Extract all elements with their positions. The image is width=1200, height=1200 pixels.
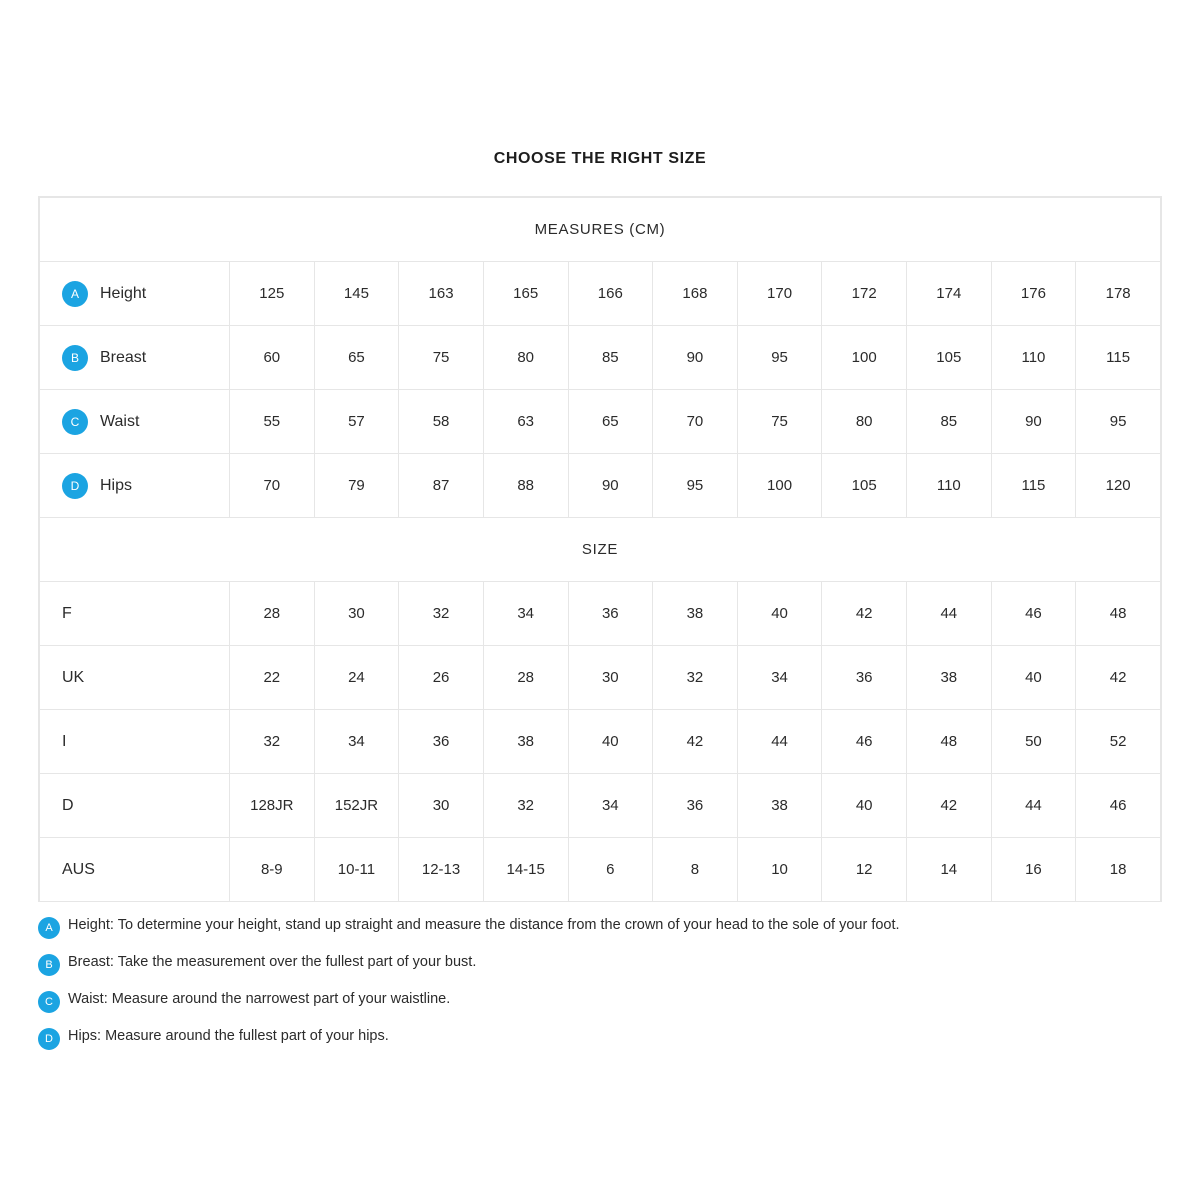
cell: 176 (991, 262, 1076, 326)
cell: 87 (399, 454, 484, 518)
table-row (40, 646, 1161, 710)
cell: 110 (907, 454, 992, 518)
measures-header-cell: MEASURES (CM) (40, 198, 1161, 262)
cell: 65 (314, 326, 399, 390)
cell: 14-15 (483, 838, 568, 902)
cell: 40 (568, 710, 653, 774)
note-hips (38, 1027, 1162, 1050)
cell: 178 (1076, 262, 1161, 326)
cell: 100 (822, 326, 907, 390)
cell: 145 (314, 262, 399, 326)
cell: 172 (822, 262, 907, 326)
row-label-f (40, 582, 230, 646)
cell: 95 (737, 326, 822, 390)
row-label-text: F (62, 604, 72, 622)
cell: 32 (653, 646, 738, 710)
cell: 120 (1076, 454, 1161, 518)
cell: 115 (1076, 326, 1161, 390)
cell: 12-13 (399, 838, 484, 902)
cell: 36 (568, 582, 653, 646)
row-label-uk (40, 646, 230, 710)
cell: 44 (991, 774, 1076, 838)
cell: 42 (907, 774, 992, 838)
cell: 34 (568, 774, 653, 838)
cell: 70 (653, 390, 738, 454)
cell: 10 (737, 838, 822, 902)
cell: 115 (991, 454, 1076, 518)
table-row (40, 710, 1161, 774)
size-chart-table (39, 197, 1161, 902)
table-row (40, 454, 1161, 518)
row-label-height (40, 262, 230, 326)
table-body (40, 198, 1161, 902)
badge-d-icon: D (38, 1028, 60, 1050)
badge-d-icon: D (62, 473, 88, 499)
cell: 8-9 (230, 838, 315, 902)
cell: 75 (737, 390, 822, 454)
row-label-text: AUS (62, 860, 95, 878)
cell: 32 (483, 774, 568, 838)
cell: 42 (1076, 646, 1161, 710)
cell: 105 (907, 326, 992, 390)
cell: 80 (822, 390, 907, 454)
cell: 38 (737, 774, 822, 838)
cell: 38 (483, 710, 568, 774)
cell: 90 (653, 326, 738, 390)
cell: 10-11 (314, 838, 399, 902)
cell: 57 (314, 390, 399, 454)
cell: 168 (653, 262, 738, 326)
cell: 75 (399, 326, 484, 390)
row-label-breast (40, 326, 230, 390)
cell: 90 (568, 454, 653, 518)
cell: 34 (737, 646, 822, 710)
note-breast (38, 953, 1162, 976)
cell: 42 (822, 582, 907, 646)
cell: 30 (568, 646, 653, 710)
cell: 14 (907, 838, 992, 902)
table-row (40, 838, 1161, 902)
table-row (40, 774, 1161, 838)
row-label-text: Breast (100, 348, 147, 366)
row-label-aus (40, 838, 230, 902)
cell: 58 (399, 390, 484, 454)
table-row (40, 390, 1161, 454)
cell: 46 (991, 582, 1076, 646)
page-title: CHOOSE THE RIGHT SIZE (493, 150, 707, 167)
cell: 46 (822, 710, 907, 774)
size-chart-container (38, 196, 1162, 902)
cell: 63 (483, 390, 568, 454)
cell: 28 (483, 646, 568, 710)
cell: 42 (653, 710, 738, 774)
cell: 26 (399, 646, 484, 710)
cell: 105 (822, 454, 907, 518)
badge-a-icon: A (62, 281, 88, 307)
cell: 6 (568, 838, 653, 902)
cell: 70 (230, 454, 315, 518)
cell: 28 (230, 582, 315, 646)
cell: 163 (399, 262, 484, 326)
cell: 85 (907, 390, 992, 454)
row-label-text: Waist (100, 412, 140, 430)
cell: 22 (230, 646, 315, 710)
row-label-waist (40, 390, 230, 454)
row-label-d (40, 774, 230, 838)
note-text: Hips: Measure around the fullest part of your hips. (68, 1028, 389, 1044)
cell: 18 (1076, 838, 1161, 902)
cell: 165 (483, 262, 568, 326)
badge-c-icon: C (38, 991, 60, 1013)
badge-a-icon: A (38, 917, 60, 939)
cell: 32 (230, 710, 315, 774)
cell: 38 (653, 582, 738, 646)
badge-b-icon: B (38, 954, 60, 976)
cell: 79 (314, 454, 399, 518)
cell: 36 (399, 710, 484, 774)
cell: 16 (991, 838, 1076, 902)
cell: 46 (1076, 774, 1161, 838)
cell: 125 (230, 262, 315, 326)
cell: 12 (822, 838, 907, 902)
row-label-hips (40, 454, 230, 518)
size-section-header (40, 518, 1161, 582)
cell: 166 (568, 262, 653, 326)
cell: 95 (1076, 390, 1161, 454)
row-label-text: I (62, 732, 67, 750)
cell: 40 (991, 646, 1076, 710)
cell: 50 (991, 710, 1076, 774)
cell: 34 (314, 710, 399, 774)
size-header-cell: SIZE (40, 518, 1161, 582)
measures-section-header (40, 198, 1161, 262)
cell: 88 (483, 454, 568, 518)
cell: 52 (1076, 710, 1161, 774)
row-label-i (40, 710, 230, 774)
measurement-notes (38, 916, 1162, 1050)
cell: 36 (653, 774, 738, 838)
cell: 32 (399, 582, 484, 646)
cell: 38 (907, 646, 992, 710)
note-text: Breast: Take the measurement over the fullest part of your bust. (68, 954, 477, 970)
note-text: Waist: Measure around the narrowest part of your waistline. (68, 991, 451, 1007)
row-label-text: Hips (100, 476, 133, 494)
cell: 8 (653, 838, 738, 902)
row-label-text: Height (100, 284, 147, 302)
cell: 40 (822, 774, 907, 838)
cell: 170 (737, 262, 822, 326)
badge-b-icon: B (62, 345, 88, 371)
cell: 24 (314, 646, 399, 710)
cell: 48 (1076, 582, 1161, 646)
note-waist (38, 990, 1162, 1013)
table-row (40, 262, 1161, 326)
row-label-text: UK (62, 668, 85, 686)
cell: 34 (483, 582, 568, 646)
table-row (40, 326, 1161, 390)
cell: 174 (907, 262, 992, 326)
cell: 65 (568, 390, 653, 454)
cell: 48 (907, 710, 992, 774)
cell: 85 (568, 326, 653, 390)
cell: 30 (314, 582, 399, 646)
cell: 80 (483, 326, 568, 390)
cell: 60 (230, 326, 315, 390)
table-row (40, 582, 1161, 646)
cell: 40 (737, 582, 822, 646)
cell: 110 (991, 326, 1076, 390)
note-text: Height: To determine your height, stand up straight and measure the distance from the crown of your head to the sole of your foot. (68, 917, 900, 933)
note-height (38, 916, 1162, 939)
cell: 55 (230, 390, 315, 454)
row-label-text: D (62, 796, 74, 814)
cell: 128JR (230, 774, 315, 838)
cell: 44 (907, 582, 992, 646)
cell: 95 (653, 454, 738, 518)
cell: 90 (991, 390, 1076, 454)
cell: 30 (399, 774, 484, 838)
cell: 100 (737, 454, 822, 518)
cell: 44 (737, 710, 822, 774)
cell: 36 (822, 646, 907, 710)
cell: 152JR (314, 774, 399, 838)
badge-c-icon: C (62, 409, 88, 435)
